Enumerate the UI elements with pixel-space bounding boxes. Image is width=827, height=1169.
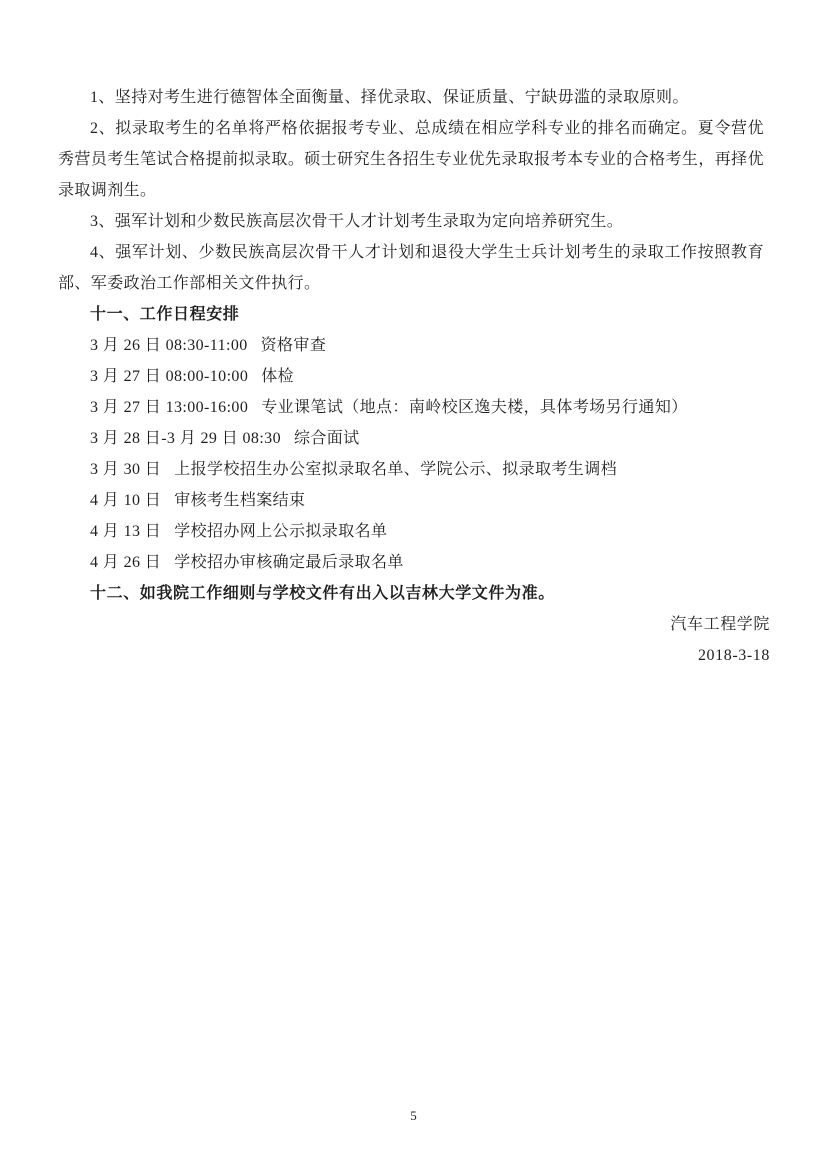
schedule-item xyxy=(58,454,764,485)
schedule-item xyxy=(58,423,764,454)
schedule-datetime: 4 月 13 日 xyxy=(90,523,162,540)
schedule-item xyxy=(58,361,764,392)
signature-organization: 汽车工程学院 xyxy=(670,616,770,633)
signature-block xyxy=(670,609,770,671)
paragraph-3: 3、强军计划和少数民族高层次骨干人才计划考生录取为定向培养研究生。 xyxy=(90,213,624,230)
schedule-activity: 上报学校招生办公室拟录取名单、学院公示、拟录取考生调档 xyxy=(174,461,618,478)
page-number: 5 xyxy=(410,1108,417,1123)
schedule-activity: 专业课笔试（地点：南岭校区逸夫楼，具体考场另行通知） xyxy=(261,399,688,416)
schedule-datetime: 3 月 27 日 13:00-16:00 xyxy=(90,399,249,416)
schedule-activity: 资格审查 xyxy=(260,337,327,354)
schedule-item xyxy=(58,547,764,578)
schedule-datetime: 3 月 26 日 08:30-11:00 xyxy=(90,337,248,354)
schedule-activity: 学校招办网上公示拟录取名单 xyxy=(174,523,388,540)
schedule-datetime: 4 月 26 日 xyxy=(90,554,162,571)
section-12-heading: 十二、如我院工作细则与学校文件有出入以吉林大学文件为准。 xyxy=(90,585,555,602)
document-content xyxy=(58,82,764,609)
paragraph-1: 1、坚持对考生进行德智体全面衡量、择优录取、保证质量、宁缺毋滥的录取原则。 xyxy=(90,89,689,106)
paragraph-2: 2、拟录取考生的名单将严格依据报考专业、总成绩在相应学科专业的排名而确定。夏令营优秀营员考生笔试合格提前拟录取。硕士研究生各招生专业优先录取报考本专业的合格考生，再择优录取调剂生。 xyxy=(58,120,764,199)
schedule-item xyxy=(58,516,764,547)
schedule-activity: 体检 xyxy=(261,368,295,385)
signature-date: 2018-3-18 xyxy=(697,647,770,664)
schedule-activity: 学校招办审核确定最后录取名单 xyxy=(174,554,404,571)
schedule-item xyxy=(58,392,764,423)
schedule-item xyxy=(58,330,764,361)
schedule-activity: 审核考生档案结束 xyxy=(174,492,306,509)
schedule-item xyxy=(58,485,764,516)
schedule-datetime: 3 月 27 日 08:00-10:00 xyxy=(90,368,249,385)
schedule-datetime: 3 月 30 日 xyxy=(90,461,162,478)
schedule-datetime: 4 月 10 日 xyxy=(90,492,162,509)
schedule-activity: 综合面试 xyxy=(293,430,360,447)
paragraph-4: 4、强军计划、少数民族高层次骨干人才计划和退役大学生士兵计划考生的录取工作按照教育部、军委政治工作部相关文件执行。 xyxy=(58,244,764,292)
section-11-heading: 十一、工作日程安排 xyxy=(90,306,240,323)
schedule-datetime: 3 月 28 日-3 月 29 日 08:30 xyxy=(90,430,281,447)
